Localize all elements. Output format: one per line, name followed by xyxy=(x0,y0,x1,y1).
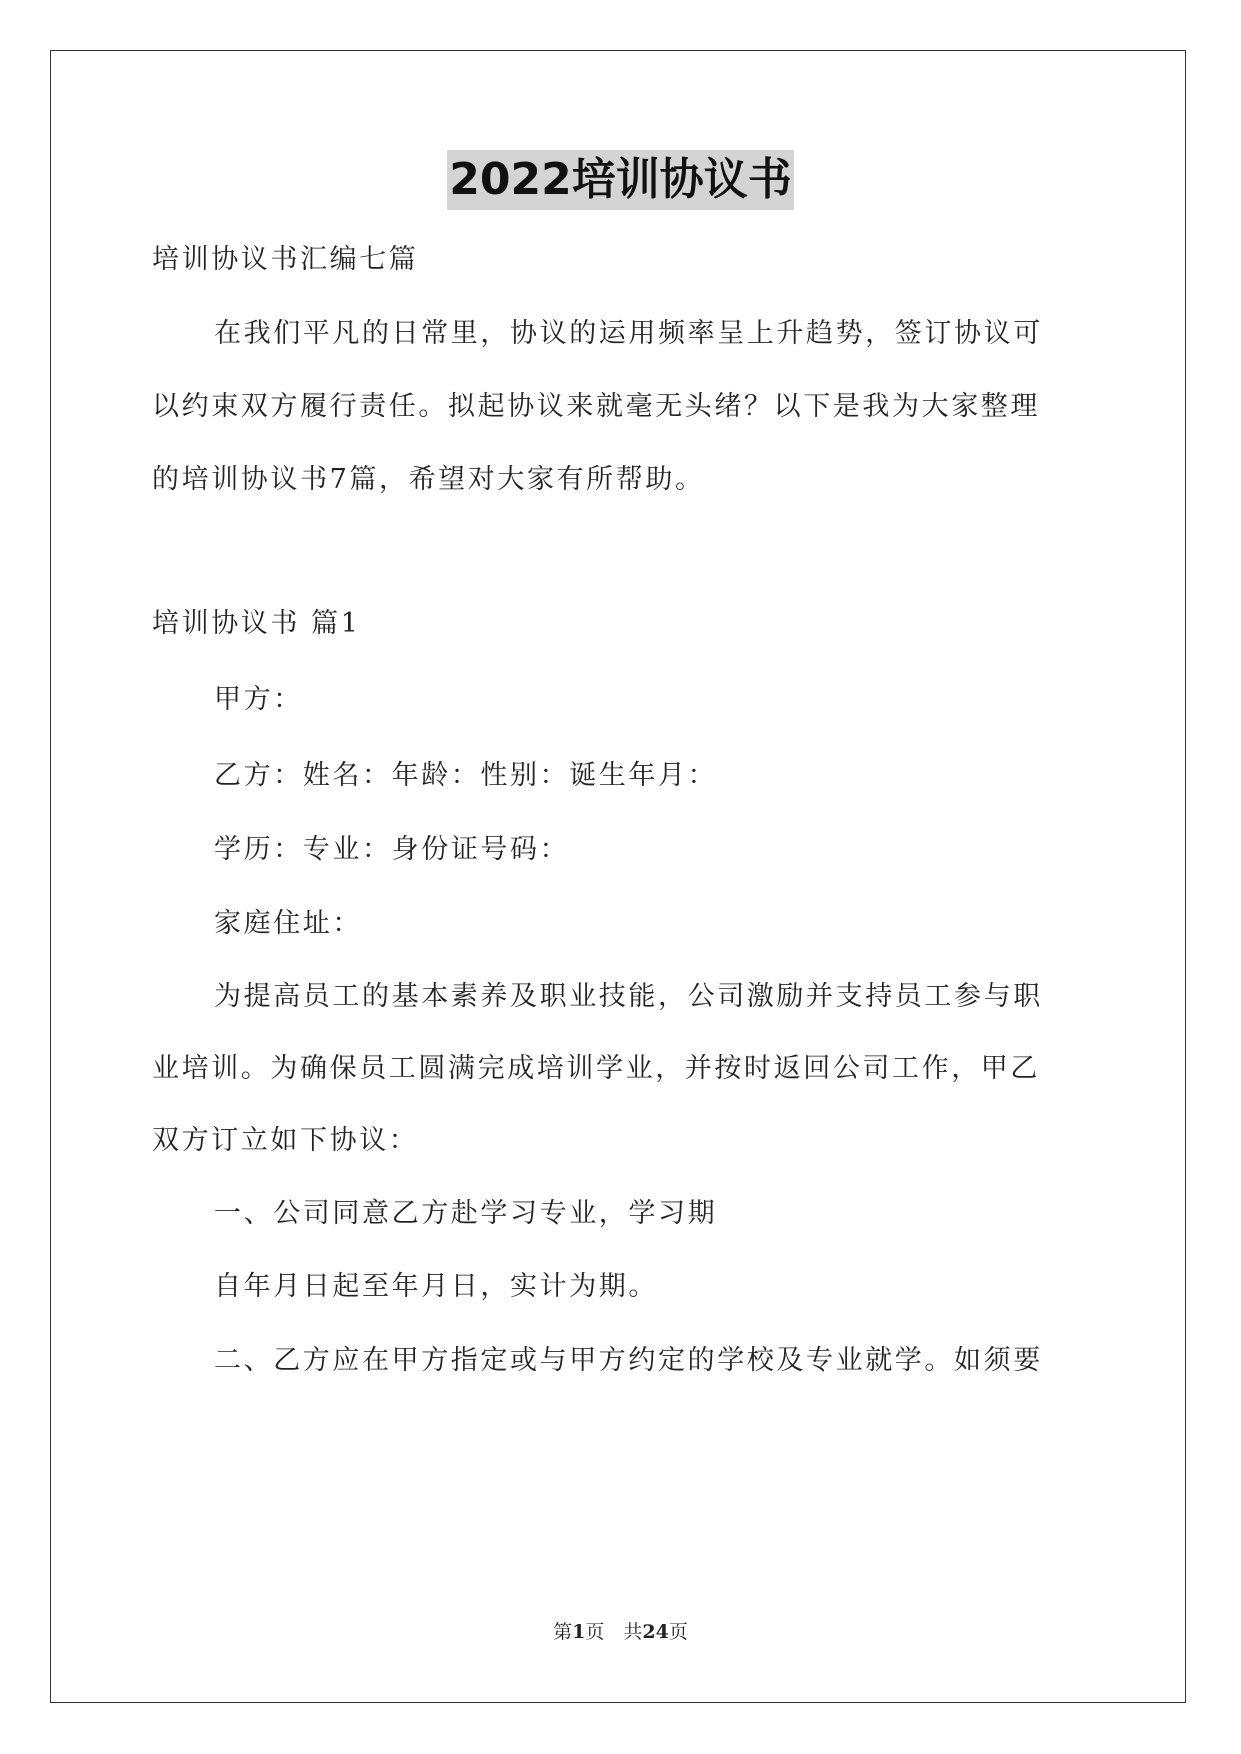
intro-line-1: 在我们平凡的日常里，协议的运用频率呈上升趋势，签订协议可 xyxy=(214,318,1043,349)
document-title: 2022培训协议书 xyxy=(447,150,793,210)
footer-page-prefix: 第 xyxy=(553,1621,573,1643)
section-heading: 培训协议书 篇1 xyxy=(152,608,361,639)
intro-line-2: 以约束双方履行责任。拟起协议来就毫无头绪？以下是我为大家整理 xyxy=(152,391,1040,422)
education-field: 学历：专业：身份证号码： xyxy=(214,834,570,865)
purpose-line-2: 业培训。为确保员工圆满完成培训学业，并按时返回公司工作，甲乙 xyxy=(152,1053,1040,1084)
footer-page-current: 1 xyxy=(572,1621,586,1643)
party-b-field: 乙方：姓名：年龄：性别：诞生年月： xyxy=(214,760,718,791)
footer-page-suffix: 页 xyxy=(668,1621,688,1643)
footer-page-mid: 页 共 xyxy=(585,1621,643,1643)
page-footer xyxy=(0,1620,1241,1644)
party-a-field: 甲方： xyxy=(214,684,303,715)
address-field: 家庭住址： xyxy=(214,908,362,939)
title-container xyxy=(0,150,1241,210)
clause-1-line-1: 一、公司同意乙方赴学习专业，学习期 xyxy=(214,1198,718,1229)
clause-2-line-1: 二、乙方应在甲方指定或与甲方约定的学校及专业就学。如须要 xyxy=(214,1345,1043,1376)
document-subtitle: 培训协议书汇编七篇 xyxy=(152,244,419,275)
clause-1-line-2: 自年月日起至年月日，实计为期。 xyxy=(214,1271,658,1302)
purpose-line-3: 双方订立如下协议： xyxy=(152,1125,419,1156)
intro-line-3: 的培训协议书7篇，希望对大家有所帮助。 xyxy=(152,464,705,495)
page-border xyxy=(50,50,1186,1703)
footer-page-total: 24 xyxy=(642,1621,669,1643)
purpose-line-1: 为提高员工的基本素养及职业技能，公司激励并支持员工参与职 xyxy=(214,981,1043,1012)
